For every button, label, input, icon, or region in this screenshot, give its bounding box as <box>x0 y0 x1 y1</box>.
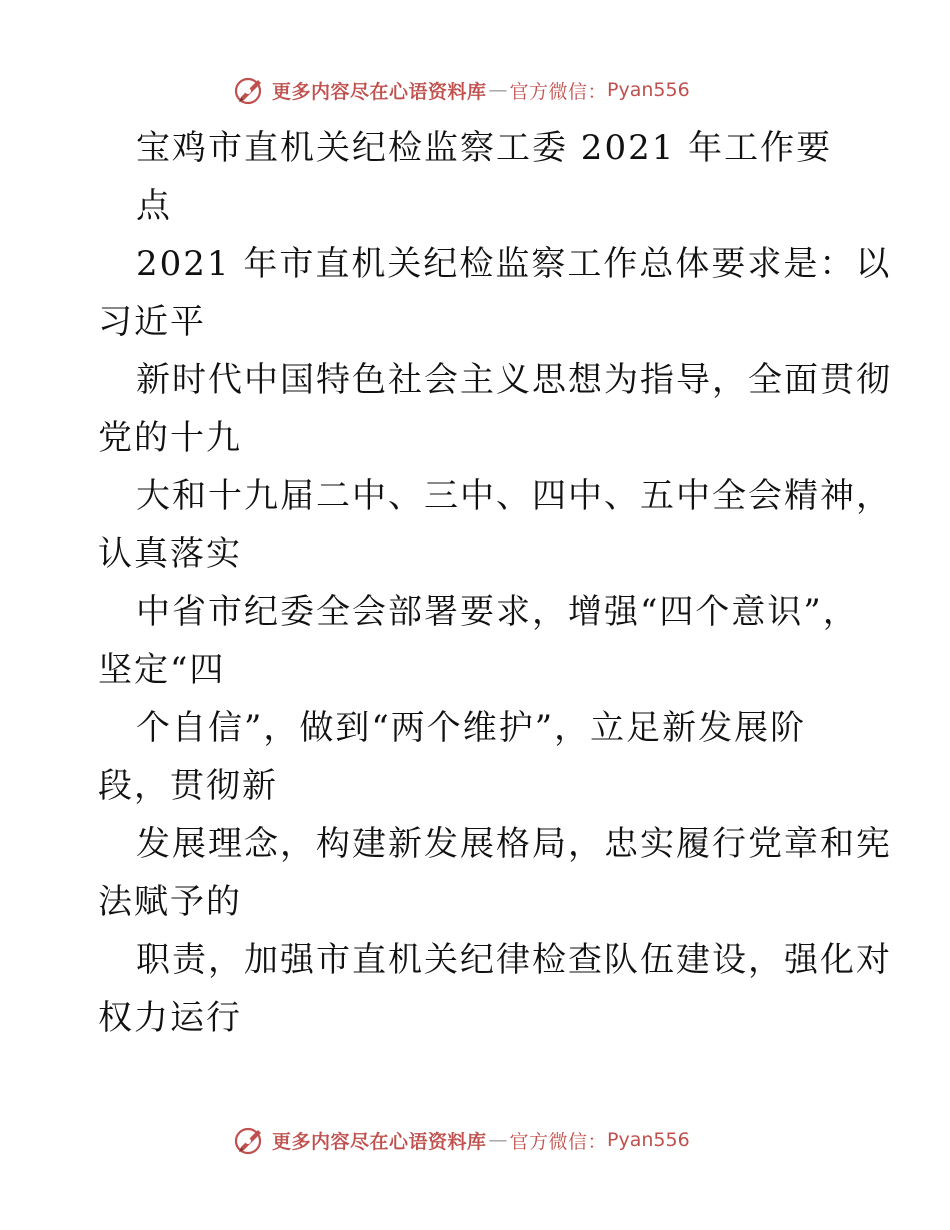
banner-wechat-id: Pyan556 <box>607 1129 690 1151</box>
document-title: 宝鸡市直机关纪检监察工委 2021 年工作要 <box>136 128 833 168</box>
paragraph-line: 发展理念，构建新发展格局，忠实履行党章和宪 <box>136 824 892 864</box>
paragraph-line: 权力运行 <box>98 998 242 1038</box>
banner-wechat-label: 官方微信： <box>509 1130 608 1153</box>
banner-main-text: 更多内容尽在心语资料库 <box>272 1130 487 1153</box>
paragraph-line: 坚定“四 <box>98 650 226 690</box>
paragraph-line: 习近平 <box>98 302 206 342</box>
footer-banner <box>232 1120 690 1160</box>
paragraph-line: 2021 年市直机关纪检监察工作总体要求是：以 <box>136 244 892 284</box>
pen-logo-icon <box>232 73 266 107</box>
banner-wechat-label: 官方微信： <box>509 80 608 103</box>
banner-dash: — <box>488 1129 508 1151</box>
paragraph-line: 大和十九届二中、三中、四中、五中全会精神， <box>136 476 892 516</box>
paragraph-line: 中省市纪委全会部署要求，增强“四个意识”， <box>136 592 859 632</box>
paragraph-line: 职责，加强市直机关纪律检查队伍建设，强化对 <box>136 940 892 980</box>
paragraph-line: 法赋予的 <box>98 882 242 922</box>
document-title-continued: 点 <box>136 186 172 226</box>
paragraph-line: 个自信”，做到“两个维护”，立足新发展阶 <box>136 708 807 748</box>
paragraph-line: 段，贯彻新 <box>98 766 278 806</box>
banner-wechat-id: Pyan556 <box>607 79 690 101</box>
paragraph-line: 认真落实 <box>98 534 242 574</box>
header-banner <box>232 70 690 110</box>
paragraph-line: 新时代中国特色社会主义思想为指导，全面贯彻 <box>136 360 892 400</box>
paragraph-line: 党的十九 <box>98 418 242 458</box>
pen-logo-icon <box>232 1123 266 1157</box>
banner-dash: — <box>488 79 508 101</box>
banner-main-text: 更多内容尽在心语资料库 <box>272 80 487 103</box>
